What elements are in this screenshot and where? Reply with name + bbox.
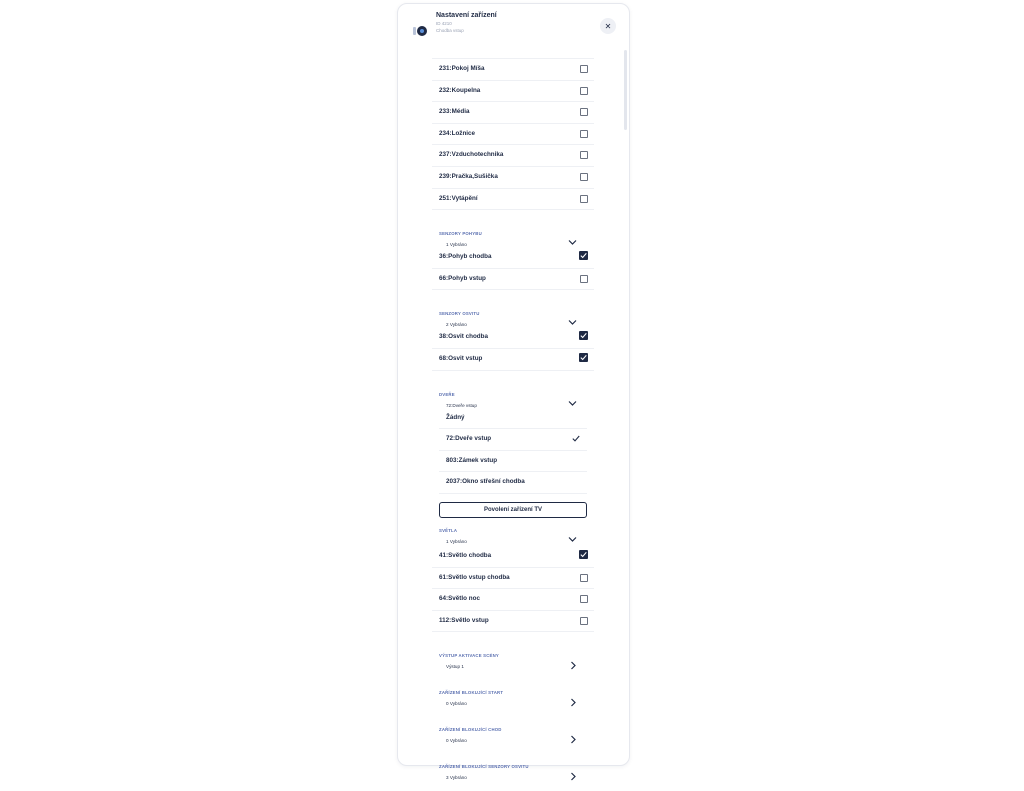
option-label: 2037:Okno střešní chodba [446,478,525,486]
close-button[interactable] [600,18,616,34]
section-title: DVEŘE [439,391,455,397]
item-label: 237:Vzduchotechnika [439,151,504,159]
device-location: Chodba vstup [436,28,464,33]
item-label: 112:Světlo vstup [439,616,489,624]
tv-permission-button[interactable]: Povolení zařízení TV [439,502,587,518]
list-item[interactable] [432,167,594,189]
divider [432,50,594,59]
section-title: SENZORY OSVITU [439,311,480,317]
section-title: SENZORY POHYBU [439,231,482,237]
run-blocking-devices-selector[interactable] [432,717,594,754]
dropdown-option[interactable] [439,451,587,473]
section-title: VÝSTUP AKTIVACE SCÉNY [439,653,499,659]
list-item[interactable] [432,349,594,371]
gear-icon [412,23,428,37]
scrollbar[interactable] [624,50,627,130]
checkbox-checked[interactable] [579,331,588,340]
chevron-down-icon [568,319,577,326]
selector-value: 0 Vybráno [446,701,467,707]
checkbox[interactable] [580,173,588,181]
check-icon [580,252,587,259]
list-item[interactable] [432,247,594,269]
chevron-right-icon [570,772,577,781]
list-item[interactable] [432,145,594,167]
item-label: 64:Světlo noc [439,595,480,603]
item-label: 232:Koupelna [439,86,481,94]
scene-activation-output-selector[interactable] [432,643,594,680]
dropdown-value: 1 Vybráno [446,242,467,248]
list-item[interactable] [432,269,594,291]
list-item[interactable] [432,102,594,124]
list-item[interactable] [432,589,594,611]
section-title: SVĚTLA [439,527,458,533]
close-icon: ✕ [604,21,612,31]
checkbox[interactable] [580,87,588,95]
item-label: 38:Osvit chodba [439,333,488,341]
checkbox[interactable] [580,617,588,625]
list-item[interactable] [432,124,594,146]
device-id: ID 4210 [436,21,452,26]
chevron-right-icon [570,698,577,707]
checkbox[interactable] [580,595,588,603]
item-label: 68:Osvit vstup [439,354,483,362]
doors-dropdown[interactable] [432,382,594,408]
check-icon [580,354,587,361]
item-label: 231:Pokoj Míša [439,65,485,72]
dropdown-value: 72:Dveře vstup [446,402,477,408]
checkbox[interactable] [580,574,588,582]
checkbox-checked[interactable] [579,251,588,260]
section-title: ZAŘÍZENÍ BLOKUJÍCÍ CHOD [439,727,502,733]
list-item[interactable] [432,611,594,633]
motion-sensors-dropdown[interactable] [432,221,594,247]
selector-value: Výstup 1 [446,664,464,670]
dropdown-value: 1 Vybráno [446,538,467,544]
list-item[interactable] [432,59,594,81]
dropdown-option[interactable] [439,472,587,494]
item-label: 234:Ložnice [439,129,476,137]
list-item[interactable] [432,81,594,103]
section-title: ZAŘÍZENÍ BLOKUJÍCÍ SENZORY OSVITU [439,764,529,770]
list-item[interactable] [432,327,594,349]
dropdown-option-selected[interactable] [439,429,587,451]
checkbox-checked[interactable] [579,353,588,362]
checkbox[interactable] [580,65,588,73]
device-settings-panel [397,3,630,781]
light-sensor-blocking-devices-selector[interactable] [432,754,594,791]
start-blocking-devices-selector[interactable] [432,680,594,717]
list-item[interactable] [432,568,594,590]
selector-value: 0 Vybráno [446,738,467,744]
checkbox[interactable] [580,130,588,138]
checkbox[interactable] [580,275,588,283]
chevron-right-icon [570,661,577,670]
dropdown-option[interactable] [439,408,587,430]
list-item[interactable] [432,189,594,211]
checkbox-checked[interactable] [579,550,588,559]
light-sensors-dropdown[interactable] [432,301,594,327]
panel-header [398,4,629,48]
item-label: 41:Světlo chodba [439,551,492,559]
section-title: ZAŘÍZENÍ BLOKUJÍCÍ START [439,690,504,696]
option-label: 803:Zámek vstup [446,456,498,464]
chevron-down-icon [568,239,577,246]
dropdown-value: 2 Vybráno [446,322,467,328]
selector-value: 3 Vybráno [446,775,467,781]
item-label: 61:Světlo vstup chodba [439,573,510,581]
item-label: 66:Pohyb vstup [439,274,486,282]
lights-dropdown[interactable] [432,518,594,546]
item-label: 36:Pohyb chodba [439,253,492,261]
item-label: 239:Pračka,Sušička [439,172,498,180]
checkbox[interactable] [580,108,588,116]
panel-title: Nastavení zařízení [436,12,497,19]
chevron-down-icon [568,400,577,407]
check-icon [580,551,587,558]
item-label: 233:Média [439,108,470,116]
list-item[interactable] [432,546,594,568]
chevron-down-icon [568,536,577,543]
checkbox[interactable] [580,195,588,203]
checkbox[interactable] [580,151,588,159]
item-label: 251:Vytápění [439,194,478,202]
chevron-right-icon [570,735,577,744]
settings-content [432,50,594,791]
check-icon [580,332,587,339]
option-label: 72:Dveře vstup [446,435,492,443]
settings-scroll-area[interactable] [398,48,629,781]
checkmark-icon [572,435,580,442]
option-label: Žádný [446,413,465,421]
